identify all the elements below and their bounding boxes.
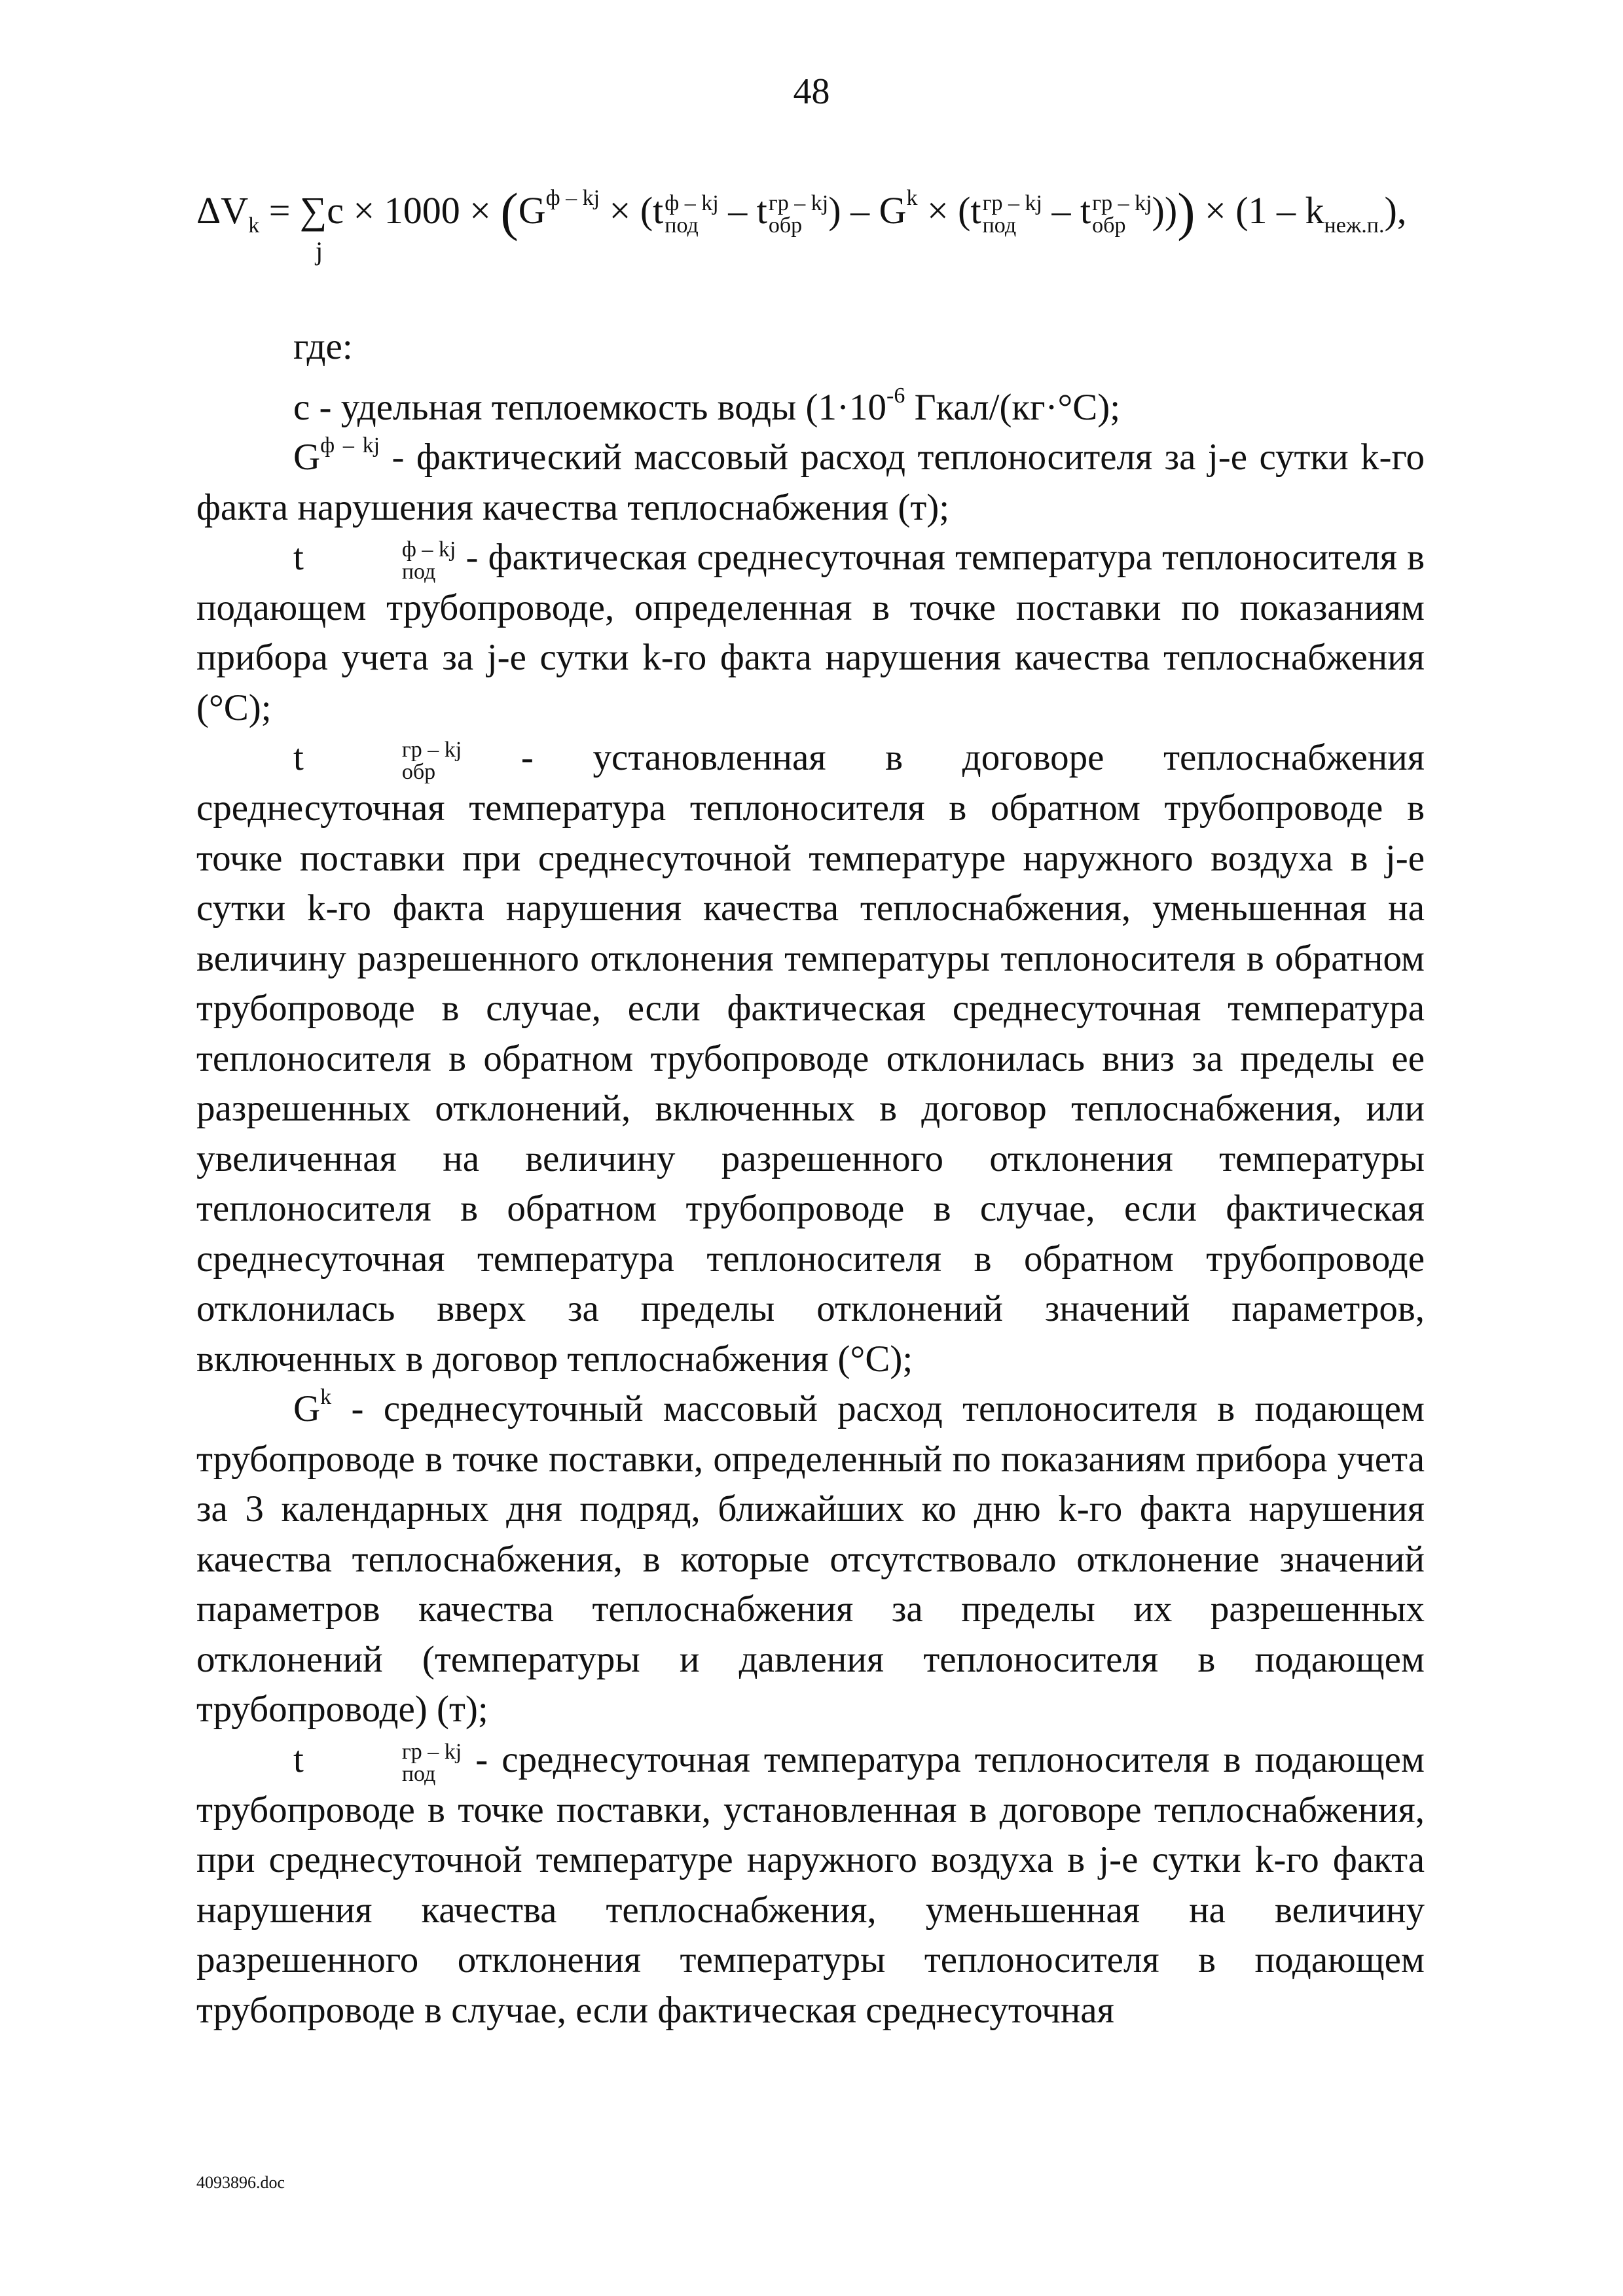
definition-c: с - удельная теплоемкость воды ($1\cdot 10^{-6}$ Гкал/(кг·°С);	[293, 383, 1121, 428]
definition-g-k: $G^k$ - среднесуточный массовый расход теплоносителя в подающем трубопроводе в точке поставки, определенный по показаниям прибора учета за 3 календарных дня подряд, ближайших ко дню k-го факта нарушения качества теплоснабжения, в которые отсутствовало отклонение значений параметров качества теплоснабжения за пределы их разрешенных отклонений (температуры и давления теплоносителя в подающем трубопроводе) (т);	[196, 1385, 1425, 1731]
definition-t-gr-pod: t гр – kj под - среднесуточная температура теплоносителя в подающем трубопроводе в точке поставки, установленная в договоре теплоснабжения, при среднесуточной температуре наружного воздуха в j-е сутки k-го факта нарушения качества теплоснабжения, уменьшенная на величину разрешенного отклонения температуры теплоносителя в подающем трубопроводе в случае, если фактическая среднесуточная	[196, 1738, 1425, 2031]
document-body	[196, 322, 1425, 2036]
file-name-footer: 4093896.doc	[196, 2173, 285, 2192]
delta-v-formula: $\Delta V_k = \sum c \times 1000 \times (G^{ф - kj} \times (t$ ф – kj под – t гр – kj обр ) – $G^k \times (t$ гр – kj под – t гр – kj обр ))) × $(1 - k_{неж.п.})$, j	[196, 182, 1407, 266]
where-label: где:	[293, 326, 353, 367]
definition-t-gr-obr: t гр – kj обр - установленная в договоре теплоснабжения среднесуточная температура теплоносителя в обратном трубопроводе в точке поставки при среднесуточной температуре наружного воздуха в j-е сутки k-го факта нарушения качества теплоснабжения, уменьшенная на величину разрешенного отклонения температуры теплоносителя в обратном трубопроводе в случае, если фактическая среднесуточная температура теплоносителя в обратном трубопроводе отклонилась вниз за пределы ее разрешенных отклонений, включенных в договор теплоснабжения, или увеличенная на величину разрешенного отклонения температуры теплоносителя в обратном трубопроводе в случае, если фактическая среднесуточная температура теплоносителя в обратном трубопроводе отклонилась вверх за пределы отклонений значений параметров, включенных в договор теплоснабжения (°С);	[196, 737, 1425, 1380]
definition-g-fact: $G^{ф - kj}$ - фактический массовый расход теплоносителя за j-е сутки k-го факта нарушения качества теплоснабжения (т);	[196, 433, 1425, 528]
page-number: 48	[793, 71, 830, 112]
sum-index: j	[316, 236, 323, 266]
definition-t-fact-pod: t ф – kj под - фактическая среднесуточная температура теплоносителя в подающем трубопроводе, определенная в точке поставки по показаниям прибора учета за j-е сутки k-го факта нарушения качества теплоснабжения (°С);	[196, 537, 1425, 728]
